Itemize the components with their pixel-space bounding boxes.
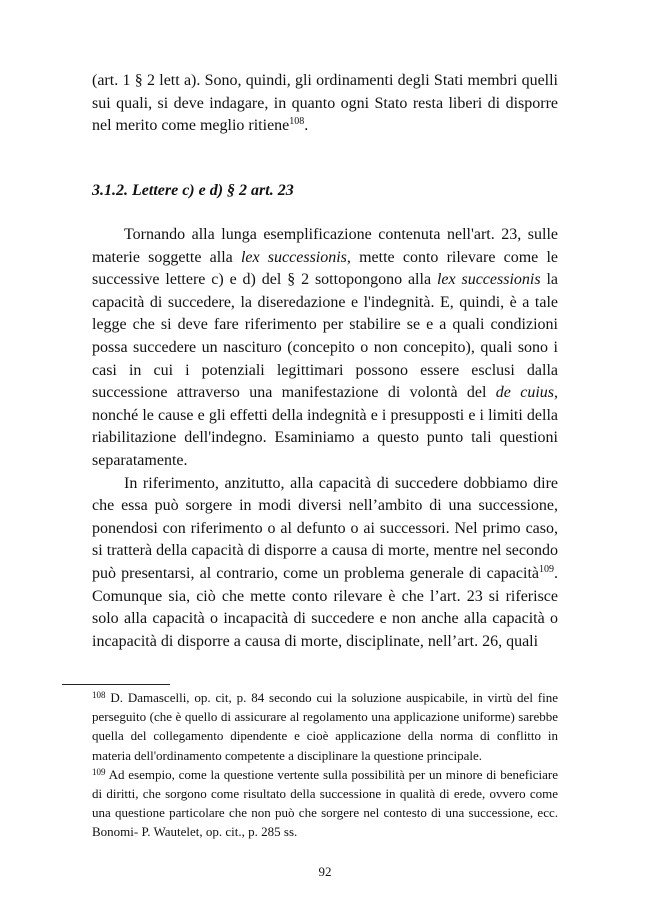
italic-term: de cuius — [495, 384, 554, 402]
footnotes — [92, 688, 558, 842]
body-paragraph: In riferimento, anzitutto, alla capacità di succedere dobbiamo dire che essa può sorgere in modi diversi nell’ambito di una successione, ponendosi con riferimento o al defunto o ai successori. Nel primo caso, si tratterà della capacità di disporre a causa di morte, mentre nel secondo può presentarsi, al contrario, come un problema generale di capacità$^{109}$. Comunque sia, ciò che mette conto rilevare è che l’art. 23 si riferisce solo alla capacità o incapacità di succedere e non anche alla capacità o incapacità di disporre a causa di morte, disciplinate, nell’art. 26, quali — [92, 474, 558, 650]
paragraph-continuation: (art. 1 § 2 lett a). Sono, quindi, gli ordinamenti degli Stati membri quelli sui quali, si deve indagare, in quanto ogni Stato resta liberi di disporre nel merito come meglio ritiene$^{108}$. — [92, 72, 558, 135]
footnote-separator — [62, 684, 170, 685]
italic-term: lex successionis — [436, 271, 541, 289]
footnote-number: 109 — [92, 766, 106, 777]
body-paragraph — [92, 70, 558, 138]
footnote-number: 108 — [92, 690, 106, 700]
footnote: $^{108}$ D. Damascelli, op. cit, p. 84 secondo cui la soluzione auspicabile, in virtù del fine perseguito (che è quello di assicurare al regolamento una applicazione uniforme) sarebbe quella del collegamento dipendente e cioè applicazione della norma di conflitto in materia dell'ordinamento competente a disciplinare la questione principale. — [92, 690, 558, 763]
body-text-block — [92, 224, 558, 653]
footnote-reference: 108 — [289, 116, 305, 128]
footnote: $^{109}$ Ad esempio, come la questione vertente sulla possibilità per un minore di beneficiare di diritti, che sorgono come risultato della successione in qualità di erede, ovvero come una questione particolare che non può che sorgere nel contesto di una successione, ecc. Bonomi- P. Wautelet, op. cit., p. 285 ss. — [92, 766, 558, 840]
page-number: 92 — [318, 864, 332, 879]
footnote-reference: 109 — [539, 563, 554, 575]
section-heading: 3.1.2. Lettere c) e d) § 2 art. 23 — [92, 182, 294, 199]
body-paragraph: Tornando alla lunga esemplificazione contenuta nell'art. 23, sulle materie soggette alla lex successionis, mette conto rilevare come le successive lettere c) e d) del § 2 sottopongono alla lex successionis la capacità di succedere, la diseredazione e l'indegnità. E, quindi, è a tale legge che si deve fare riferimento per stabilire se e a quali condizioni possa succedere un nascituro (concepito o non concepito), quali sono i casi in cui i potenziali legittimari possono essere esclusi dalla successione attraverso una manifestazione di volontà del de cuius, nonché le cause e gli effetti della indegnità e i presupposti e i limiti della riabilitazione dell'indegno. Esaminiamo a questo punto tali questioni separatamente. — [92, 226, 559, 469]
italic-term: lex successionis — [240, 248, 347, 266]
